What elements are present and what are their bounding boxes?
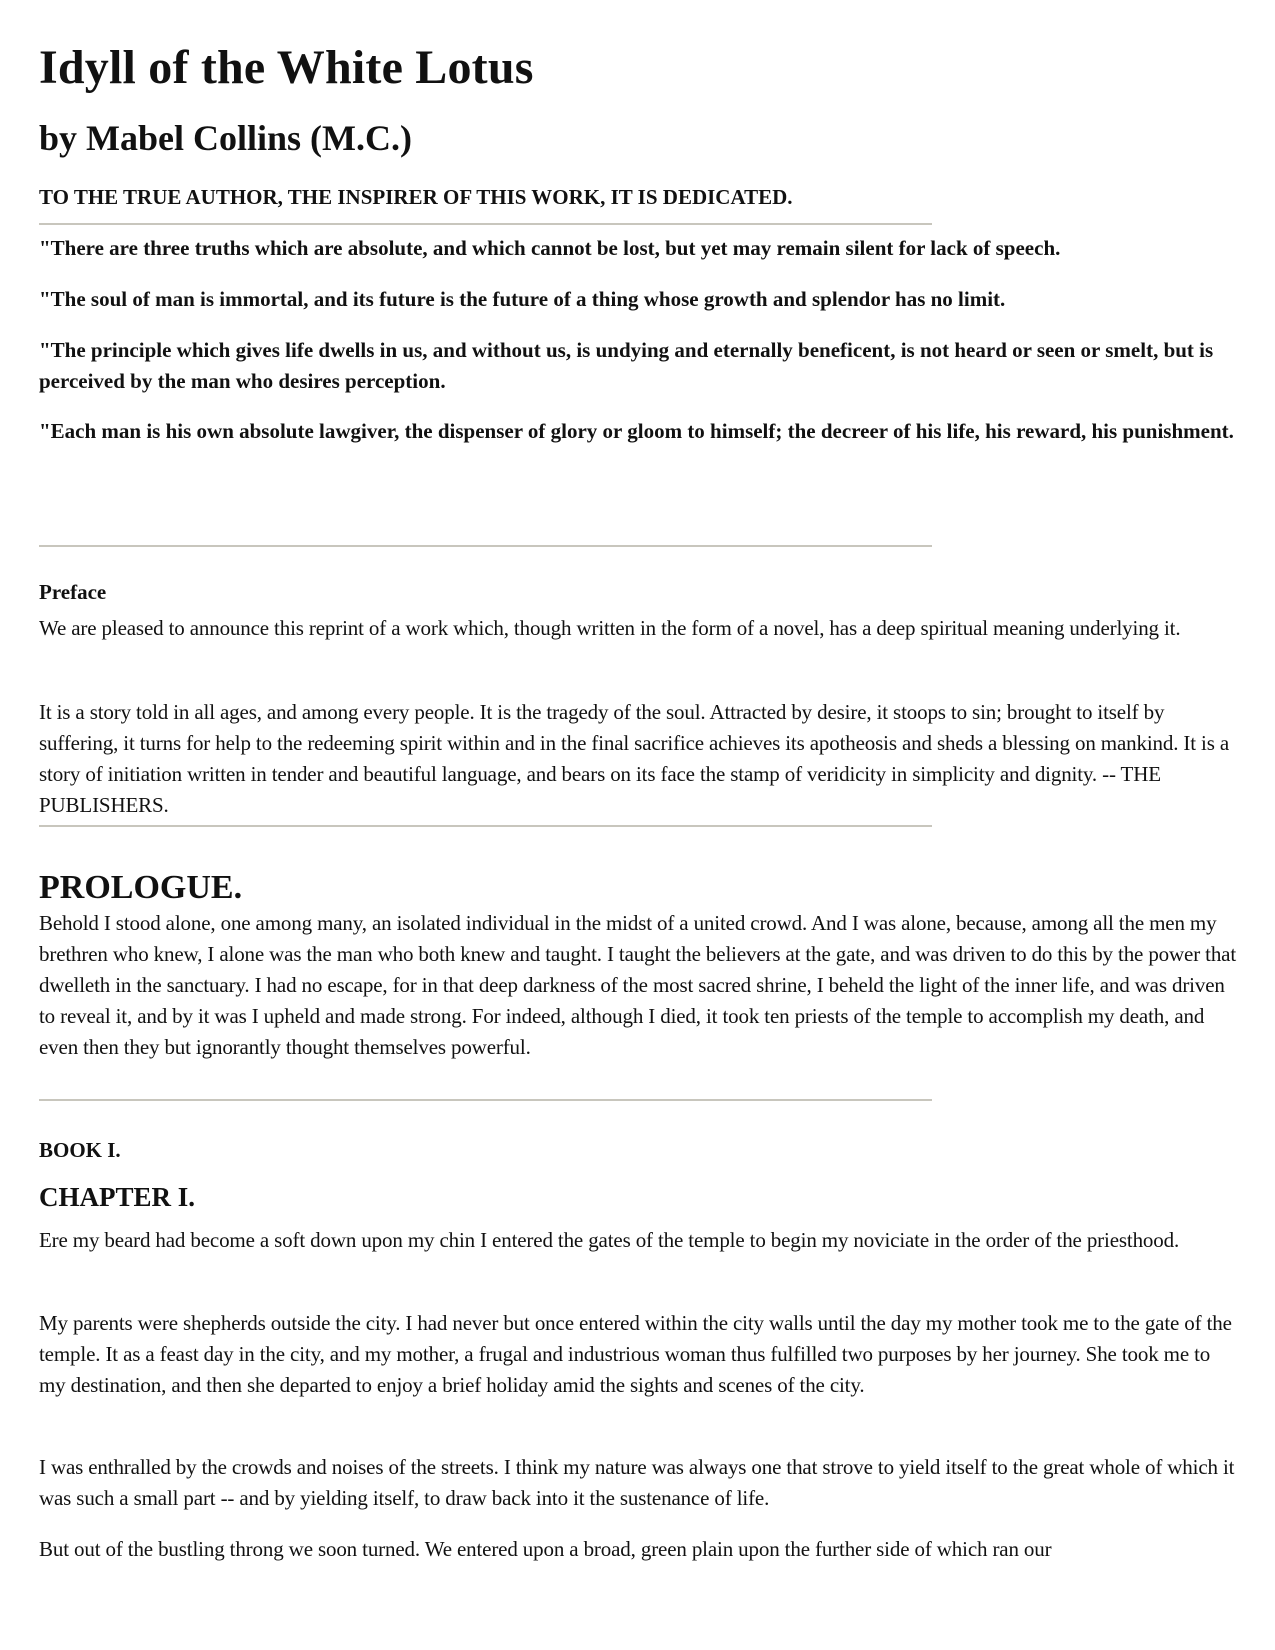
truth-paragraph-4: "Each man is his own absolute lawgiver, the dispenser of glory or gloom to himself; the decreer of his life, his reward, his punishment. xyxy=(39,419,1234,443)
preface-paragraph-2: It is a story told in all ages, and among every people. It is the tragedy of the soul. Attracted by desire, it stoops to sin; brought to itself by suffering, it turns for help to the redeeming spirit within and in the final sacrifice achieves its apotheosis and sheds a blessing on mankind. It is a story of initiation written in tender and beautiful language, and bears on its face the stamp of veridicity in simplicity and dignity. -- THE PUBLISHERS. xyxy=(39,700,1230,817)
chapter-paragraph-2: My parents were shepherds outside the city. I had never but once entered within the city walls until the day my mother took me to the gate of the temple. It as a feast day in the city, and my mother, a frugal and industrious woman thus fulfilled two purposes by her journey. She took me to my destination, and then she departed to enjoy a brief holiday amid the sights and scenes of the city. xyxy=(39,1311,1232,1397)
chapter-paragraph-4: But out of the bustling throng we soon turned. We entered upon a broad, green plain upon the further side of which ran our xyxy=(39,1537,1052,1561)
chapter-paragraph-1: Ere my beard had become a soft down upon my chin I entered the gates of the temple to begin my noviciate in the order of the priesthood. xyxy=(39,1228,1180,1252)
truth-paragraph-1: "There are three truths which are absolute, and which cannot be lost, but yet may remain silent for lack of speech. xyxy=(39,236,1061,260)
prologue-paragraph: Behold I stood alone, one among many, an isolated individual in the midst of a united crowd. And I was alone, because, among all the men my brethren who knew, I alone was the man who both knew and taught. I taught the believers at the gate, and was driven to do this by the power that dwelleth in the sanctuary. I had no escape, for in that deep darkness of the most sacred shrine, I beheld the light of the inner life, and was driven to reveal it, and by it was I upheld and made strong. For indeed, although I died, it took ten priests of the temple to accomplish my death, and even then they but ignorantly thought themselves powerful. xyxy=(39,911,1237,1059)
book-heading: BOOK I. xyxy=(39,1138,121,1162)
dedication: TO THE TRUE AUTHOR, THE INSPIRER OF THIS WORK, IT IS DEDICATED. xyxy=(39,185,793,209)
page-title: Idyll of the White Lotus xyxy=(39,41,534,94)
divider-prologue xyxy=(39,825,932,827)
divider-book xyxy=(39,1099,932,1101)
chapter-heading: CHAPTER I. xyxy=(39,1182,196,1212)
chapter-paragraph-3: I was enthralled by the crowds and noises of the streets. I think my nature was always one that strove to yield itself to the great whole of which it was such a small part -- and by yielding itself, to draw back into it the sustenance of life. xyxy=(39,1455,1235,1510)
truth-paragraph-2: "The soul of man is immortal, and its future is the future of a thing whose growth and splendor has no limit. xyxy=(39,287,1006,311)
truth-paragraph-3: "The principle which gives life dwells in us, and without us, is undying and eternally beneficent, is not heard or seen or smelt, but is perceived by the man who desires perception. xyxy=(39,338,1214,393)
divider-preface xyxy=(39,545,932,547)
author-line: by Mabel Collins (M.C.) xyxy=(39,118,412,158)
preface-paragraph-1: We are pleased to announce this reprint of a work which, though written in the form of a novel, has a deep spiritual meaning underlying it. xyxy=(39,616,1181,640)
prologue-heading: PROLOGUE. xyxy=(39,869,243,906)
preface-heading: Preface xyxy=(39,580,107,604)
divider-dedication xyxy=(39,223,932,225)
